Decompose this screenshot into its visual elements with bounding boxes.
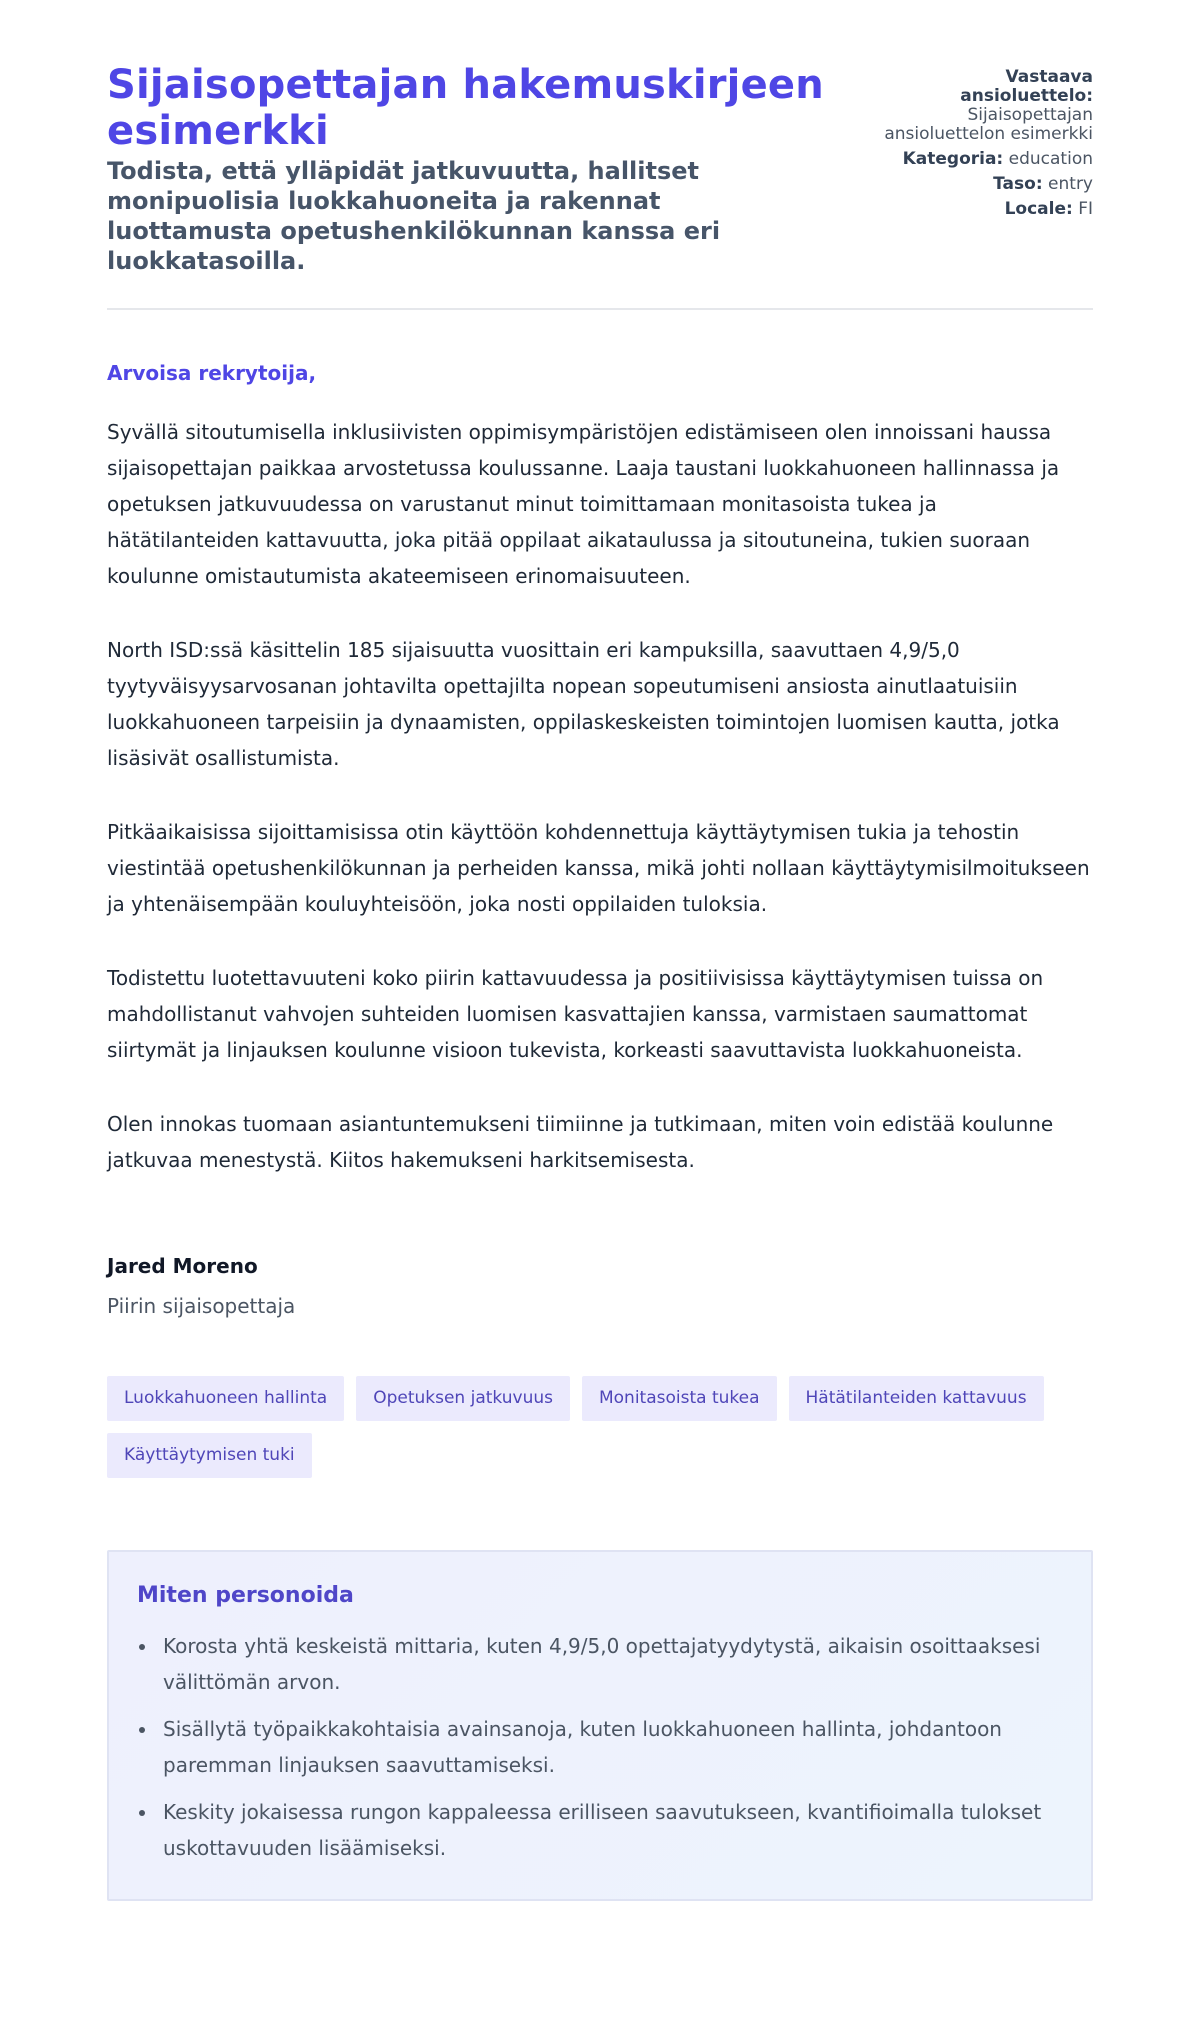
meta-level-label: Taso: bbox=[993, 174, 1043, 194]
meta-locale bbox=[873, 200, 1093, 219]
skill-tags bbox=[107, 1376, 1093, 1478]
meta-resume-label: Vastaava ansioluettelo: bbox=[960, 67, 1093, 106]
skill-tag: Hätätilanteiden kattavuus bbox=[789, 1376, 1044, 1421]
meta-category-value: education bbox=[1008, 149, 1093, 169]
meta-level bbox=[873, 175, 1093, 194]
signature-title: Piirin sijaisopettaja bbox=[107, 1294, 296, 1318]
meta-level-value: entry bbox=[1048, 174, 1093, 194]
meta-panel bbox=[873, 68, 1093, 225]
signature bbox=[107, 1252, 1093, 1320]
meta-category-label: Kategoria: bbox=[902, 149, 1004, 169]
skill-tag: Monitasoista tukea bbox=[582, 1376, 777, 1421]
page-title: Sijaisopettajan hakemuskirjeen esimerkki bbox=[107, 62, 824, 154]
header-titles bbox=[107, 62, 827, 276]
letter-body bbox=[107, 310, 1093, 1320]
tip-item: Korosta yhtä keskeistä mittaria, kuten 4,9/5,0 opettajatyydytystä, aikaisin osoittaaksesi välittömän arvon. bbox=[137, 1628, 1063, 1700]
tips-title: Miten personoida bbox=[137, 1583, 354, 1608]
letter-paragraph: North ISD:ssä käsittelin 185 sijaisuutta vuosittain eri kampuksilla, saavuttaen 4,9/5,0 tyytyväisyysarvosanan johtavilta opettajilta nopean sopeutumiseni ansiosta ainutlaatuisiin luokkahuoneen tarpeisiin ja dynaamisten, oppilaskeskeisten toimintojen luomisen kautta, jotka lisäsivät osallistumista. bbox=[107, 638, 1060, 770]
signature-name: Jared Moreno bbox=[107, 1254, 258, 1278]
meta-category bbox=[873, 150, 1093, 169]
skill-tag: Luokkahuoneen hallinta bbox=[107, 1376, 344, 1421]
meta-related-resume bbox=[873, 68, 1093, 144]
tip-item: Keskity jokaisessa rungon kappaleessa erilliseen saavutukseen, kvantifioimalla tulokset uskottavuuden lisäämiseksi. bbox=[137, 1794, 1063, 1866]
letter-paragraph: Syvällä sitoutumisella inklusiivisten oppimisympäristöjen edistämiseen olen innoissani haussa sijaisopettajan paikkaa arvostetussa koulussanne. Laaja taustani luokkahuoneen hallinnassa ja opetuksen jatkuvuudessa on varustanut minut toimittamaan monitasoista tukea ja hätätilanteiden kattavuutta, joka pitää oppilaat aikataulussa ja sitoutuneina, tukien suoraan koulunne omistautumista akateemiseen erinomaisuuteen. bbox=[107, 420, 1060, 588]
meta-resume-value: Sijaisopettajan ansioluettelon esimerkki bbox=[884, 105, 1093, 144]
letter-paragraph: Todistettu luotettavuuteni koko piirin kattavuudessa ja positiivisissa käyttäytymisen tuissa on mahdollistanut vahvojen suhteiden luomisen kasvattajien kanssa, varmistaen saumattomat siirtymät ja linjauksen koulunne visioon tukevista, korkeasti saavuttavista luokkahuoneista. bbox=[107, 966, 1044, 1062]
letter-paragraph: Olen innokas tuomaan asiantuntemukseni tiimiinne ja tutkimaan, miten voin edistää koulunne jatkuvaa menestystä. Kiitos hakemukseni harkitsemisesta. bbox=[107, 1112, 1054, 1172]
letter-paragraph: Pitkäaikaisissa sijoittamisissa otin käyttöön kohdennettuja käyttäytymisen tukia ja tehostin viestintää opetushenkilökunnan ja perheiden kanssa, mikä johti nollaan käyttäytymisilmoitukseen ja yhtenäisempään kouluyhteisöön, joka nosti oppilaiden tuloksia. bbox=[107, 820, 1090, 916]
skill-tag: Opetuksen jatkuvuus bbox=[356, 1376, 570, 1421]
skill-tag: Käyttäytymisen tuki bbox=[107, 1433, 312, 1478]
page-header bbox=[107, 62, 1093, 310]
tip-item: Sisällytä työpaikkakohtaisia avainsanoja, kuten luokkahuoneen hallinta, johdantoon paremman linjauksen saavuttamiseksi. bbox=[137, 1711, 1063, 1783]
meta-locale-value: FI bbox=[1078, 199, 1093, 219]
personalization-tips bbox=[107, 1550, 1093, 1901]
salutation: Arvoisa rekrytoija, bbox=[107, 361, 317, 385]
tips-list bbox=[137, 1628, 1063, 1866]
page-subtitle: Todista, että ylläpidät jatkuvuutta, hallitset monipuolisia luokkahuoneita ja rakennat luottamusta opetushenkilökunnan kanssa eri luokkatasoilla. bbox=[107, 157, 721, 275]
meta-locale-label: Locale: bbox=[1004, 199, 1073, 219]
